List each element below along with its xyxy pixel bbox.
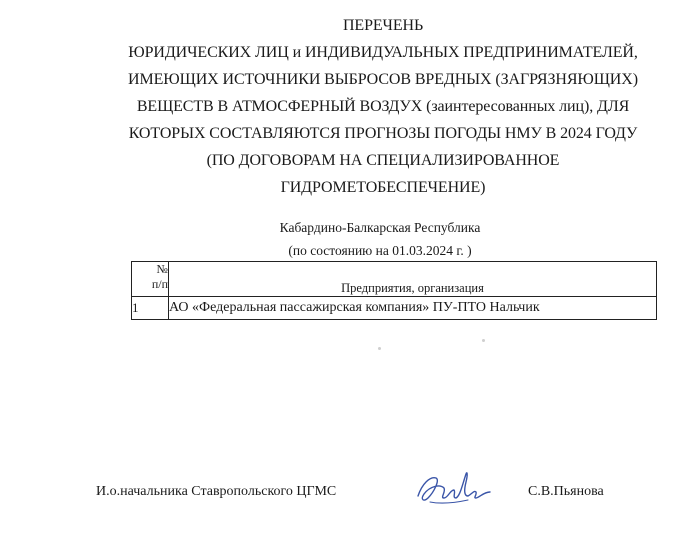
column-header-number-line2: п/п <box>151 277 168 291</box>
table-row <box>132 297 657 320</box>
document-title <box>90 12 676 201</box>
row-organization: АО «Федеральная пассажирская компания» ПУ-ПТО Нальчик <box>169 297 657 320</box>
scan-speck <box>482 339 485 342</box>
title-line-4: ВЕЩЕСТВ В АТМОСФЕРНЫЙ ВОЗДУХ (заинтересованных лиц), ДЛЯ <box>136 98 630 115</box>
title-line-5: КОТОРЫХ СОСТАВЛЯЮТСЯ ПРОГНОЗЫ ПОГОДЫ НМУ В 2024 ГОДУ <box>128 125 638 142</box>
region-label: Кабардино-Балкарская Республика <box>279 220 481 235</box>
title-line-1: ПЕРЕЧЕНЬ <box>342 17 424 34</box>
organizations-table <box>131 261 657 320</box>
title-line-2: ЮРИДИЧЕСКИХ ЛИЦ и ИНДИВИДУАЛЬНЫХ ПРЕДПРИНИМАТЕЛЕЙ, <box>128 44 638 61</box>
signer-name: С.В.Пьянова <box>528 484 604 499</box>
table-header-row <box>132 262 657 297</box>
document-subtitle <box>180 216 580 262</box>
signature-icon <box>410 462 500 512</box>
column-header-number <box>132 262 169 297</box>
column-header-organization: Предприятия, организация <box>169 262 657 297</box>
signer-position: И.о.начальника Ставропольского ЦГМС <box>96 484 337 499</box>
row-number: 1 <box>132 297 169 320</box>
title-line-3: ИМЕЮЩИХ ИСТОЧНИКИ ВЫБРОСОВ ВРЕДНЫХ (ЗАГРЯЗНЯЮЩИХ) <box>128 71 638 88</box>
column-header-number-line1: № <box>156 262 168 276</box>
scan-speck <box>378 347 381 350</box>
title-line-7: ГИДРОМЕТОБЕСПЕЧЕНИЕ) <box>280 179 486 196</box>
title-line-6: (ПО ДОГОВОРАМ НА СПЕЦИАЛИЗИРОВАННОЕ <box>206 152 560 169</box>
as-of-date: (по состоянию на 01.03.2024 г. ) <box>288 243 472 258</box>
